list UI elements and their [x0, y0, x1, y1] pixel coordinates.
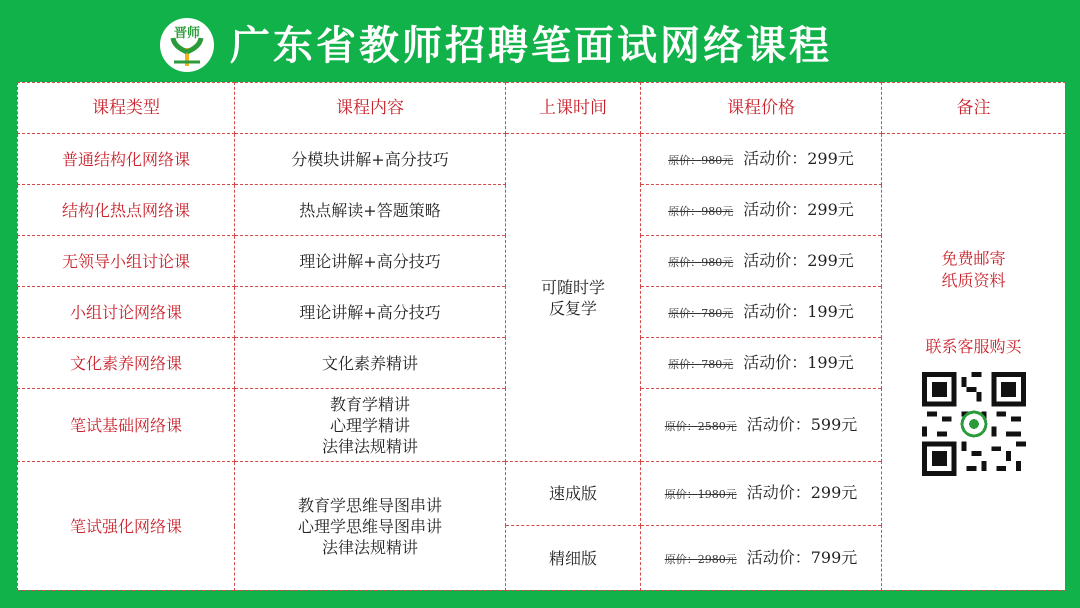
header — [0, 0, 1080, 82]
sale-price: 活动价：199元 — [743, 301, 854, 321]
course-price — [641, 338, 882, 389]
course-type: 小组讨论网络课 — [18, 287, 235, 338]
course-content — [235, 287, 506, 338]
sale-price: 活动价：199元 — [743, 352, 854, 372]
original-price: 原价：2580元 — [664, 419, 737, 433]
class-time — [506, 134, 641, 462]
time-line: 可随时学 — [540, 277, 605, 297]
column-header-content: 课程内容 — [235, 83, 506, 134]
course-content — [235, 134, 506, 185]
time-line: 反复学 — [548, 298, 597, 318]
class-time: 精细版 — [506, 526, 641, 591]
note-line: 免费邮寄 — [941, 249, 1006, 268]
content-line: 理论讲解+高分技巧 — [299, 302, 441, 322]
course-price — [641, 389, 882, 462]
class-time: 速成版 — [506, 462, 641, 526]
course-price — [641, 287, 882, 338]
column-header-time: 上课时间 — [506, 83, 641, 134]
course-price — [641, 134, 882, 185]
page-title: 广东省教师招聘笔面试网络课程 — [230, 22, 832, 69]
sale-price: 活动价：799元 — [746, 547, 858, 567]
course-table — [17, 82, 1065, 590]
sale-price: 活动价：599元 — [746, 414, 858, 434]
original-price: 原价：980元 — [668, 204, 734, 218]
sale-price: 活动价：299元 — [743, 199, 854, 219]
content-line: 法律法规精讲 — [321, 436, 418, 456]
original-price: 原价：980元 — [668, 153, 734, 167]
course-type: 结构化热点网络课 — [18, 185, 235, 236]
sale-price: 活动价：299元 — [746, 483, 858, 502]
course-type: 普通结构化网络课 — [18, 134, 235, 185]
contact-label: 联系客服购买 — [925, 337, 1022, 356]
course-content — [235, 236, 506, 287]
content-line: 热点解读+答题策略 — [299, 200, 441, 220]
course-content — [235, 185, 506, 236]
original-price: 原价：1980元 — [664, 488, 737, 501]
content-line: 文化素养精讲 — [321, 353, 418, 373]
original-price: 原价：980元 — [668, 255, 734, 269]
qr-code-icon[interactable] — [922, 372, 1026, 476]
course-content — [235, 389, 506, 462]
sale-price: 活动价：299元 — [743, 250, 854, 270]
column-header-price: 课程价格 — [641, 83, 882, 134]
content-line: 法律法规精讲 — [321, 537, 418, 557]
content-line: 心理学思维导图串讲 — [297, 516, 442, 536]
column-header-note: 备注 — [882, 83, 1066, 134]
logo-text: 晋师 — [173, 26, 200, 41]
content-line: 心理学精讲 — [329, 415, 410, 435]
original-price: 原价：780元 — [668, 357, 734, 371]
original-price: 原价：2980元 — [664, 552, 737, 566]
content-line: 分模块讲解+高分技巧 — [291, 149, 449, 169]
logo-icon — [160, 18, 214, 72]
column-header-type: 课程类型 — [18, 83, 235, 134]
course-price — [641, 236, 882, 287]
course-price — [641, 526, 882, 591]
original-price: 原价：780元 — [668, 306, 734, 320]
course-type: 无领导小组讨论课 — [18, 236, 235, 287]
content-line: 教育学精讲 — [329, 394, 410, 414]
content-line: 教育学思维导图串讲 — [297, 495, 442, 515]
sale-price: 活动价：299元 — [743, 148, 854, 168]
course-content — [235, 462, 506, 591]
content-line: 理论讲解+高分技巧 — [299, 251, 441, 271]
course-price — [641, 185, 882, 236]
course-type: 文化素养网络课 — [18, 338, 235, 389]
note-line: 纸质资料 — [941, 271, 1006, 290]
course-price — [641, 462, 882, 526]
course-type: 笔试基础网络课 — [18, 389, 235, 462]
table-row — [18, 134, 1066, 185]
course-type: 笔试强化网络课 — [18, 462, 235, 591]
table-header-row — [18, 83, 1066, 134]
note-cell — [882, 134, 1066, 591]
course-content — [235, 338, 506, 389]
